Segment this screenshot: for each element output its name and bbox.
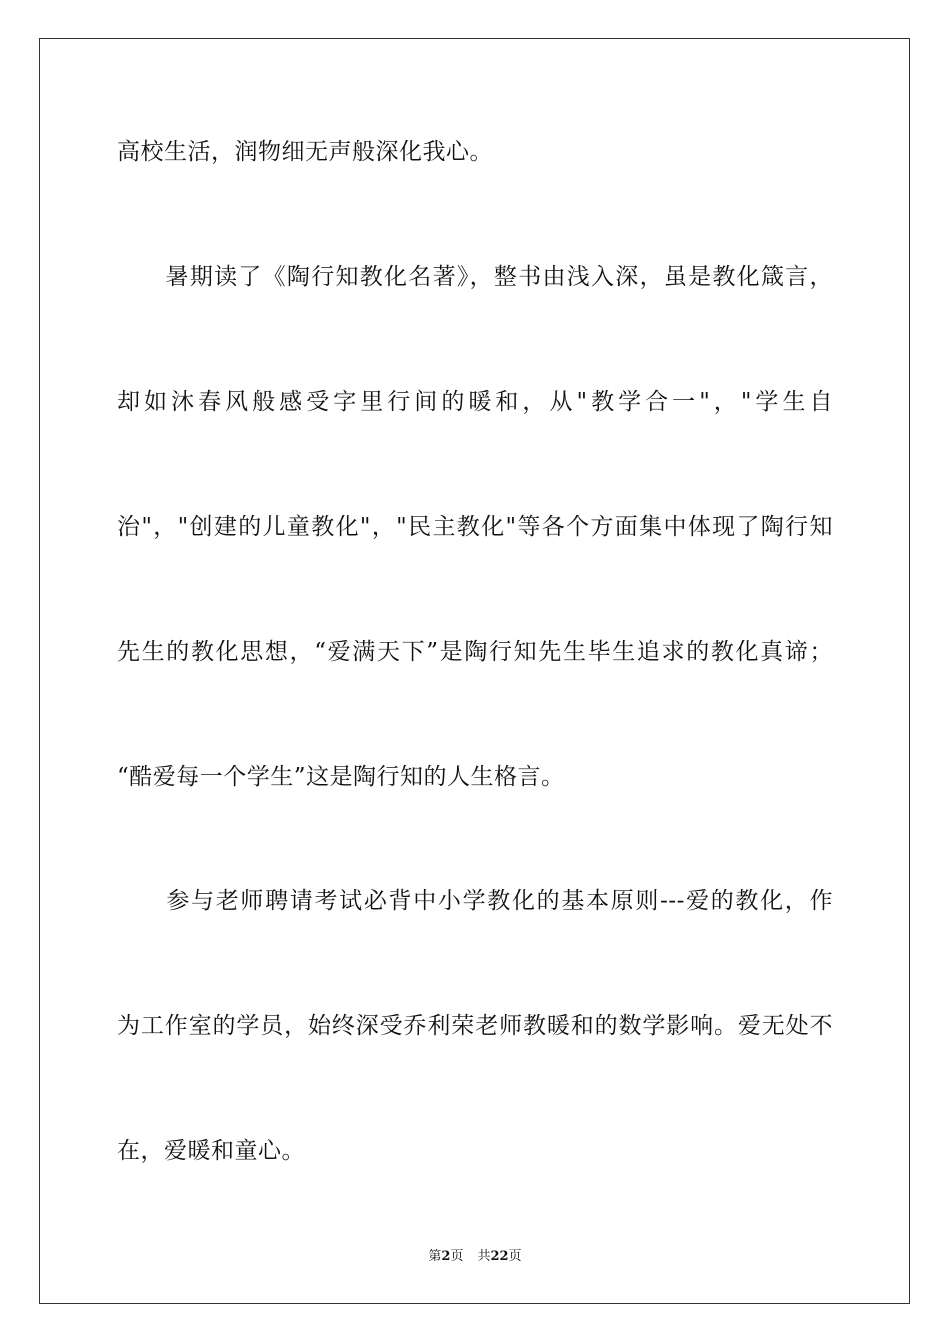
text-line-8: 为工作室的学员，始终深受乔利荣老师教暖和的数学影响。爱无处不 xyxy=(117,1013,833,1039)
text-line-2: 暑期读了《陶行知教化名著》，整书由浅入深，虽是教化箴言， xyxy=(117,264,833,290)
text-line-4: 治"，"创建的儿童教化"，"民主教化"等各个方面集中体现了陶行知 xyxy=(117,514,833,540)
text-line-6: “酷爱每一个学生”这是陶行知的人生格言。 xyxy=(117,764,565,790)
text-line-5: 先生的教化思想，“爱满天下”是陶行知先生毕生追求的教化真谛； xyxy=(117,639,833,665)
text-line-1: 高校生活，润物细无声般深化我心。 xyxy=(117,139,493,165)
page-footer xyxy=(0,1248,950,1266)
text-line-7: 参与老师聘请考试必背中小学教化的基本原则---爱的教化，作 xyxy=(117,888,833,914)
text-line-9: 在，爱暖和童心。 xyxy=(117,1138,305,1164)
text-line-3: 却如沐春风般感受字里行间的暖和，从"教学合一"，"学生自 xyxy=(117,389,833,415)
total-prefix: 共 xyxy=(477,1249,491,1264)
page-prefix: 第 xyxy=(428,1249,442,1264)
page-suffix: 页 xyxy=(450,1249,464,1264)
total-page-number: 22 xyxy=(490,1249,509,1264)
total-suffix: 页 xyxy=(508,1249,522,1264)
page-border xyxy=(39,38,910,1304)
current-page-number: 2 xyxy=(441,1249,451,1264)
